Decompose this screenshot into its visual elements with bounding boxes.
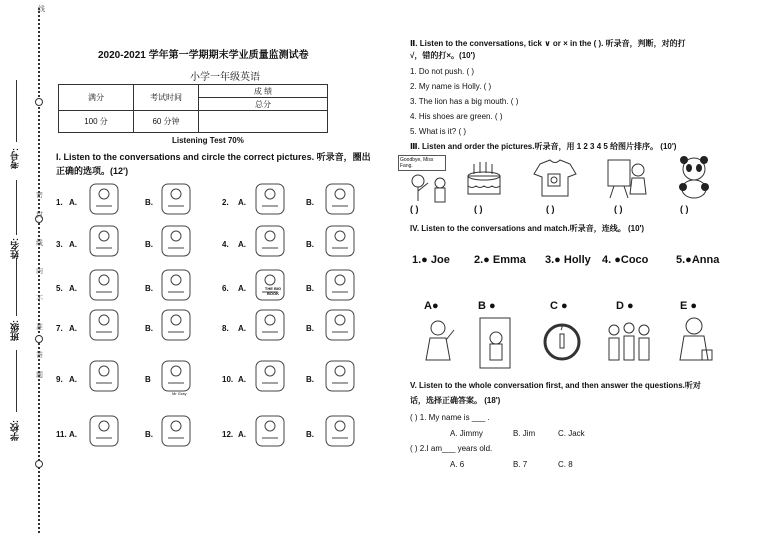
girl-with-bucket-picture [672, 314, 716, 375]
order-blank[interactable]: ( ) [474, 204, 483, 214]
match-letter-e[interactable]: E ● [680, 300, 698, 312]
question-number: 10. [222, 375, 234, 384]
question-number: 9. [56, 375, 63, 384]
match-name-anna[interactable]: 5.●Anna [676, 254, 720, 266]
time-value: 60 分钟 [134, 111, 199, 133]
book-cover-text: THE BIG BOOK [264, 286, 282, 296]
option-letter[interactable]: A. [69, 198, 77, 207]
panda-picture [674, 155, 714, 204]
section5-heading-line1: V. Listen to the whole conversation first, and then answer the questions.听对 [410, 381, 701, 390]
no-smoking-sign-picture [542, 322, 582, 367]
option-letter[interactable]: A. [69, 240, 77, 249]
match-name-emma[interactable]: 2.● Emma [474, 254, 526, 266]
seal-char: 内 [36, 268, 43, 275]
no-pushing-sign-icon[interactable] [156, 412, 196, 450]
match-letter-b[interactable]: B ● [478, 300, 496, 312]
name-blank [16, 180, 17, 235]
listening-title: Listening Test 70% [172, 136, 244, 145]
question-number: 12. [222, 430, 234, 439]
section3-heading: Ⅲ. Listen and order the pictures.听录音，用 1 2 3 4 5 给图片排序。 (10') [410, 142, 677, 151]
option-letter[interactable]: B. [306, 240, 314, 249]
section2-item[interactable]: 1. Do not push. ( ) [410, 67, 475, 76]
section1-heading-cn: 听录音，圈出 [316, 152, 371, 162]
option-letter[interactable]: B. [306, 375, 314, 384]
hippo-icon[interactable] [250, 306, 290, 344]
exam-subtitle: 小学一年级英语 [190, 72, 260, 83]
section1-heading [56, 150, 376, 178]
option-letter[interactable]: A. [238, 375, 246, 384]
dress-icon[interactable] [84, 266, 124, 304]
binding-hole [35, 460, 43, 468]
q1-option-b[interactable]: B. Jim [513, 429, 536, 438]
q2-option-b[interactable]: B. 7 [513, 460, 528, 469]
glass-icon[interactable] [250, 222, 290, 260]
total-score-cell[interactable] [199, 111, 328, 133]
school-label: 学校: [10, 420, 20, 441]
teacher-name-text: Mr Gray [172, 391, 187, 396]
question-number: 6. [222, 284, 229, 293]
section4-heading: IV. Listen to the conversations and match.听录音，连线。 (10') [410, 224, 645, 233]
window-icon[interactable] [156, 306, 196, 344]
question-number: 3. [56, 240, 63, 249]
section5-heading [410, 378, 765, 408]
section5-q2[interactable]: ( ) 2.I am___ years old. [410, 444, 493, 453]
boy-icon[interactable] [156, 180, 196, 218]
score-table [58, 84, 328, 133]
section2-heading [410, 38, 760, 62]
time-header: 考试时间 [134, 85, 199, 111]
section2-item[interactable]: 2. My name is Holly. ( ) [410, 82, 492, 91]
option-letter[interactable]: A. [69, 375, 77, 384]
option-letter[interactable]: A. [238, 198, 246, 207]
section1-heading-cn2: 正确的选项。(12') [56, 166, 129, 176]
binding-hole [35, 335, 43, 343]
match-name-holly[interactable]: 3.● Holly [545, 254, 591, 266]
option-letter[interactable]: A. [238, 284, 246, 293]
binding-hole [35, 98, 43, 106]
option-letter[interactable]: B [145, 375, 151, 384]
section5-heading-line2: 话，选择正确答案。 (18') [410, 396, 501, 405]
boy-at-door-picture [476, 316, 520, 375]
section2-item[interactable]: 4. His shoes are green. ( ) [410, 112, 503, 121]
mouse-icon[interactable] [320, 306, 360, 344]
order-blank[interactable]: ( ) [680, 204, 689, 214]
question-number: 11. [56, 430, 67, 439]
q1-option-a[interactable]: A. Jimmy [450, 429, 483, 438]
boy-desk-icon[interactable] [320, 357, 360, 395]
option-letter[interactable]: B. [306, 324, 314, 333]
match-letter-c[interactable]: C ● [550, 300, 568, 312]
section2-item[interactable]: 5. What is it? ( ) [410, 127, 467, 136]
children-icon[interactable] [84, 357, 124, 395]
number-label: 考号: [10, 148, 20, 169]
number-blank [16, 80, 17, 142]
option-letter[interactable]: B. [306, 430, 314, 439]
q1-option-c[interactable]: C. Jack [558, 429, 585, 438]
book-icon[interactable] [250, 266, 290, 304]
seal-char: 封 [36, 212, 43, 219]
tshirt-picture [532, 158, 578, 203]
full-mark-header: 满分 [59, 85, 134, 111]
exam-title: 2020-2021 学年第一学期期末学业质量监测试卷 [98, 50, 309, 61]
sandals-icon[interactable] [156, 222, 196, 260]
option-letter[interactable]: A. [69, 324, 77, 333]
binding-strip [0, 0, 50, 540]
trousers-icon[interactable] [156, 266, 196, 304]
option-letter[interactable]: B. [145, 430, 153, 439]
section2-list [410, 64, 518, 139]
option-letter[interactable]: B. [145, 324, 153, 333]
section2-heading-line1: Ⅱ. Listen to the conversations, tick ∨ or × in the ( ). 听录音，判断，对的打 [410, 39, 686, 48]
seal-char: 密 [36, 192, 43, 199]
option-letter[interactable]: B. [145, 240, 153, 249]
score-header: 成 绩 [199, 85, 328, 98]
match-name-joe[interactable]: 1.● Joe [412, 254, 450, 266]
boy-waving-goodbye-picture [398, 155, 458, 201]
option-letter[interactable]: B. [145, 284, 153, 293]
section2-item[interactable]: 3. The lion has a big mouth. ( ) [410, 97, 519, 106]
children-group-picture [604, 320, 654, 371]
question-number: 2. [222, 198, 229, 207]
option-letter[interactable]: A. [238, 240, 246, 249]
question-number: 1. [56, 198, 63, 207]
order-blank[interactable]: ( ) [410, 204, 419, 214]
cupboard-icon[interactable] [84, 306, 124, 344]
section5-q1[interactable]: ( ) 1. My name is ___ . [410, 413, 490, 422]
q2-option-c[interactable]: C. 8 [558, 460, 573, 469]
ruler-icon[interactable] [320, 266, 360, 304]
xian-char: 线 [38, 6, 45, 13]
rabbit-icon[interactable] [320, 412, 360, 450]
option-letter[interactable]: A. [69, 284, 77, 293]
seal-char: 题 [36, 372, 43, 379]
girl-painting-picture [604, 156, 650, 205]
name-label: 姓名: [10, 238, 20, 259]
option-letter[interactable]: B. [145, 198, 153, 207]
seal-char: 不 [36, 296, 43, 303]
speech-bubble: Goodbye, Miss Fang. [398, 155, 446, 171]
full-mark-value: 100 分 [59, 111, 134, 133]
girl-icon[interactable] [84, 180, 124, 218]
section1-heading-en: I. Listen to the conversations and circle the correct pictures. [56, 152, 315, 162]
match-letter-d[interactable]: D ● [616, 300, 634, 312]
class-blank [16, 258, 17, 316]
question-number: 8. [222, 324, 229, 333]
elephant-icon[interactable] [250, 412, 290, 450]
option-letter[interactable]: B. [306, 284, 314, 293]
rocket-icon[interactable] [320, 180, 360, 218]
question-number: 4. [222, 240, 229, 249]
seal-char: 线 [36, 240, 43, 247]
question-number: 7. [56, 324, 63, 333]
seal-char: 答 [36, 352, 43, 359]
birthday-cake-picture [462, 158, 506, 203]
girl-waving-picture [418, 318, 458, 373]
seal-char: 准 [36, 324, 43, 331]
teacher-icon[interactable] [156, 357, 196, 395]
cap-icon[interactable] [84, 222, 124, 260]
teddy-bear-icon[interactable] [250, 180, 290, 218]
section2-heading-line2: √，错的打×。(10') [410, 51, 476, 60]
match-name-coco[interactable]: 4. ●Coco [602, 254, 649, 266]
option-letter[interactable]: A. [238, 324, 246, 333]
option-letter[interactable]: A. [69, 430, 77, 439]
option-letter[interactable]: A. [238, 430, 246, 439]
order-blank[interactable]: ( ) [614, 204, 623, 214]
no-littering-sign-icon[interactable] [84, 412, 124, 450]
order-blank[interactable]: ( ) [546, 204, 555, 214]
q2-option-a[interactable]: A. 6 [450, 460, 465, 469]
total-header: 总分 [199, 98, 328, 111]
question-number: 5. [56, 284, 63, 293]
match-letter-a[interactable]: A● [424, 300, 439, 312]
school-blank [16, 350, 17, 412]
student-desk-icon[interactable] [250, 357, 290, 395]
class-label: 班级: [10, 320, 20, 341]
option-letter[interactable]: B. [306, 198, 314, 207]
chair-icon[interactable] [320, 222, 360, 260]
